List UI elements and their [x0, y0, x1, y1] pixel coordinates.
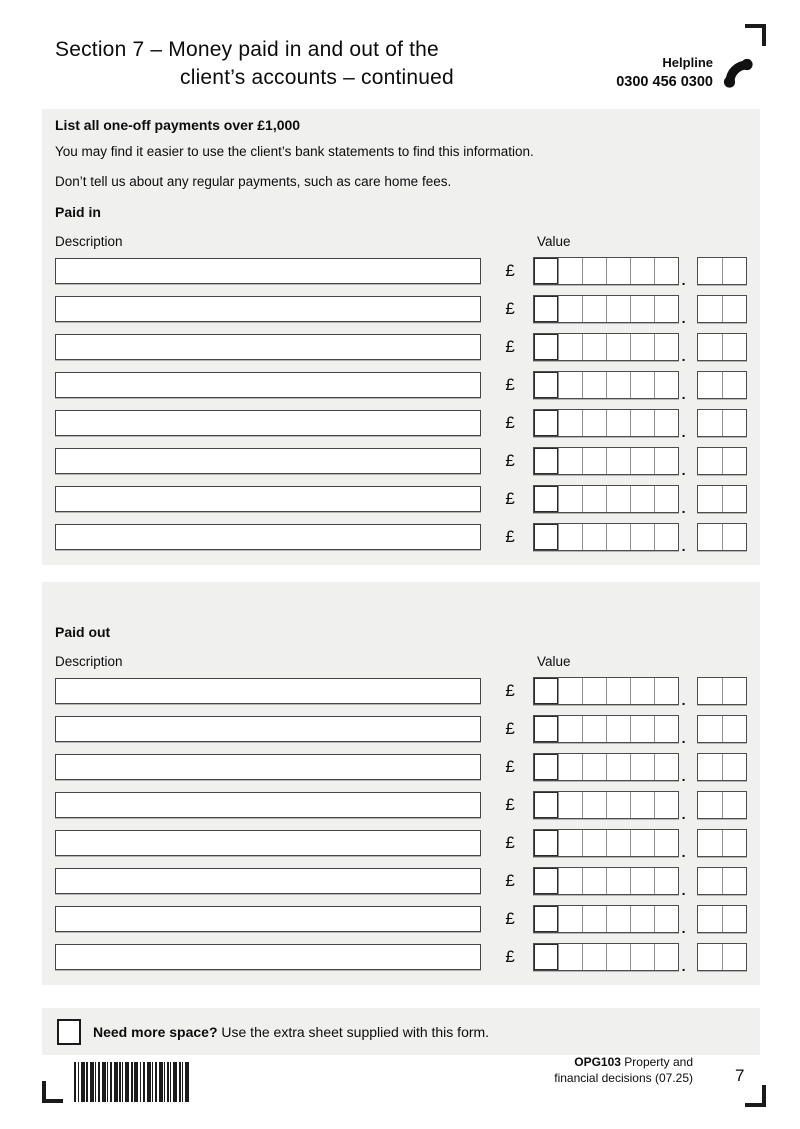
pence-digit-input[interactable] — [698, 678, 722, 704]
pence-digit-boxes — [697, 333, 747, 361]
pounds-digit-input[interactable] — [630, 258, 654, 284]
currency-symbol: £ — [505, 947, 515, 966]
form-title: Property and financial decisions — [554, 1055, 693, 1085]
pounds-digit-boxes — [533, 905, 679, 933]
payment-row — [55, 829, 747, 860]
decimal-point: . — [681, 424, 686, 440]
section-title-line2: client’s accounts – continued — [180, 66, 454, 89]
pounds-digit-boxes — [533, 295, 679, 323]
pounds-digit-input[interactable] — [630, 486, 654, 512]
decimal-point: . — [681, 768, 686, 784]
pence-digit-boxes — [697, 677, 747, 705]
value-label: Value — [537, 234, 571, 249]
panel-heading: List all one-off payments over £1,000 — [55, 117, 301, 133]
currency-symbol: £ — [505, 527, 515, 546]
pounds-digit-input[interactable] — [582, 906, 606, 932]
pounds-digit-input[interactable] — [558, 830, 582, 856]
pounds-digit-input[interactable] — [534, 372, 558, 398]
description-label: Description — [55, 654, 123, 669]
pounds-digit-input[interactable] — [558, 716, 582, 742]
need-more-space-checkbox[interactable] — [57, 1019, 81, 1045]
pounds-digit-input[interactable] — [534, 906, 558, 932]
payment-row — [55, 485, 747, 516]
paid-out-panel — [42, 582, 760, 985]
currency-symbol: £ — [505, 261, 515, 280]
description-input[interactable] — [55, 944, 481, 970]
need-more-space-text — [93, 1024, 489, 1040]
pounds-digit-input[interactable] — [630, 716, 654, 742]
pounds-digit-input[interactable] — [630, 830, 654, 856]
pence-digit-input[interactable] — [698, 868, 722, 894]
description-input[interactable] — [55, 830, 481, 856]
pounds-digit-input[interactable] — [534, 678, 558, 704]
value-label: Value — [537, 654, 571, 669]
pence-digit-input[interactable] — [722, 944, 746, 970]
pence-digit-boxes — [697, 715, 747, 743]
decimal-point: . — [681, 920, 686, 936]
pounds-digit-input[interactable] — [654, 486, 678, 512]
pounds-digit-input[interactable] — [534, 716, 558, 742]
pence-digit-input[interactable] — [698, 334, 722, 360]
pounds-digit-input[interactable] — [534, 410, 558, 436]
currency-symbol: £ — [505, 681, 515, 700]
pounds-digit-input[interactable] — [606, 868, 630, 894]
pounds-digit-input[interactable] — [654, 410, 678, 436]
pounds-digit-input[interactable] — [630, 372, 654, 398]
currency-symbol: £ — [505, 375, 515, 394]
pounds-digit-input[interactable] — [654, 258, 678, 284]
decimal-point: . — [681, 958, 686, 974]
payment-row — [55, 677, 747, 708]
pounds-digit-input[interactable] — [534, 258, 558, 284]
pounds-digit-input[interactable] — [606, 372, 630, 398]
pounds-digit-input[interactable] — [558, 792, 582, 818]
pounds-digit-boxes — [533, 485, 679, 513]
description-input[interactable] — [55, 258, 481, 284]
pence-digit-input[interactable] — [722, 334, 746, 360]
pounds-digit-input[interactable] — [534, 448, 558, 474]
paid-in-subheading: Paid in — [55, 204, 101, 220]
pounds-digit-input[interactable] — [534, 944, 558, 970]
description-input[interactable] — [55, 792, 481, 818]
pounds-digit-input[interactable] — [630, 334, 654, 360]
pence-digit-input[interactable] — [722, 906, 746, 932]
pounds-digit-input[interactable] — [630, 906, 654, 932]
hint-regular-payments: Don’t tell us about any regular payments, such as care home fees. — [55, 174, 452, 189]
need-more-space-question: Need more space? — [93, 1023, 218, 1040]
pounds-digit-boxes — [533, 409, 679, 437]
decimal-point: . — [681, 348, 686, 364]
currency-symbol: £ — [505, 757, 515, 776]
payment-row — [55, 295, 747, 326]
paid-out-subheading: Paid out — [55, 624, 111, 640]
pounds-digit-input[interactable] — [606, 486, 630, 512]
description-input[interactable] — [55, 296, 481, 322]
pence-digit-input[interactable] — [698, 486, 722, 512]
column-labels — [55, 653, 747, 670]
description-input[interactable] — [55, 868, 481, 894]
pounds-digit-input[interactable] — [534, 524, 558, 550]
pounds-digit-input[interactable] — [558, 258, 582, 284]
payment-row — [55, 867, 747, 898]
pounds-digit-input[interactable] — [558, 410, 582, 436]
pounds-digit-boxes — [533, 715, 679, 743]
pounds-digit-input[interactable] — [606, 754, 630, 780]
pence-digit-boxes — [697, 905, 747, 933]
pounds-digit-input[interactable] — [582, 296, 606, 322]
pounds-digit-input[interactable] — [534, 830, 558, 856]
pounds-digit-input[interactable] — [582, 524, 606, 550]
pounds-digit-input[interactable] — [630, 448, 654, 474]
pounds-digit-boxes — [533, 523, 679, 551]
pounds-digit-input[interactable] — [606, 296, 630, 322]
pounds-digit-input[interactable] — [582, 868, 606, 894]
pounds-digit-input[interactable] — [582, 830, 606, 856]
column-labels — [55, 233, 747, 250]
pence-digit-boxes — [697, 523, 747, 551]
pounds-digit-input[interactable] — [630, 792, 654, 818]
currency-symbol: £ — [505, 795, 515, 814]
pounds-digit-boxes — [533, 677, 679, 705]
pence-digit-input[interactable] — [698, 792, 722, 818]
helpline-number: 0300 456 0300 — [616, 74, 713, 90]
pounds-digit-input[interactable] — [582, 716, 606, 742]
pence-digit-boxes — [697, 829, 747, 857]
decimal-point: . — [681, 538, 686, 554]
pence-digit-input[interactable] — [698, 716, 722, 742]
pounds-digit-input[interactable] — [582, 334, 606, 360]
decimal-point: . — [681, 386, 686, 402]
decimal-point: . — [681, 806, 686, 822]
pounds-digit-input[interactable] — [558, 868, 582, 894]
pounds-digit-input[interactable] — [630, 868, 654, 894]
pounds-digit-input[interactable] — [606, 410, 630, 436]
pence-digit-input[interactable] — [698, 906, 722, 932]
pounds-digit-input[interactable] — [654, 334, 678, 360]
pounds-digit-input[interactable] — [582, 486, 606, 512]
payment-row — [55, 523, 747, 554]
crop-mark-bottom-left — [42, 1081, 63, 1103]
paid-out-rows — [55, 677, 747, 974]
payment-row — [55, 715, 747, 746]
pence-digit-input[interactable] — [698, 830, 722, 856]
currency-symbol: £ — [505, 489, 515, 508]
pence-digit-boxes — [697, 409, 747, 437]
pounds-digit-boxes — [533, 867, 679, 895]
pounds-digit-boxes — [533, 371, 679, 399]
pounds-digit-boxes — [533, 333, 679, 361]
pounds-digit-input[interactable] — [606, 524, 630, 550]
decimal-point: . — [681, 500, 686, 516]
pounds-digit-input[interactable] — [558, 486, 582, 512]
payment-row — [55, 753, 747, 784]
pounds-digit-input[interactable] — [606, 258, 630, 284]
pounds-digit-input[interactable] — [630, 678, 654, 704]
form-version: (07.25) — [654, 1070, 693, 1085]
pounds-digit-input[interactable] — [582, 944, 606, 970]
pounds-digit-input[interactable] — [654, 868, 678, 894]
pence-digit-input[interactable] — [722, 868, 746, 894]
description-input[interactable] — [55, 678, 481, 704]
payment-row — [55, 447, 747, 478]
currency-symbol: £ — [505, 871, 515, 890]
decimal-point: . — [681, 310, 686, 326]
pounds-digit-input[interactable] — [630, 524, 654, 550]
pounds-digit-input[interactable] — [582, 410, 606, 436]
description-input[interactable] — [55, 334, 481, 360]
pounds-digit-input[interactable] — [606, 448, 630, 474]
pounds-digit-input[interactable] — [630, 754, 654, 780]
pounds-digit-input[interactable] — [606, 792, 630, 818]
pence-digit-input[interactable] — [722, 410, 746, 436]
pounds-digit-input[interactable] — [558, 754, 582, 780]
pounds-digit-input[interactable] — [558, 296, 582, 322]
need-more-space-instruction: Use the extra sheet supplied with this form. — [221, 1023, 490, 1040]
pounds-digit-input[interactable] — [630, 410, 654, 436]
barcode — [74, 1062, 192, 1107]
hint-bank-statements: You may find it easier to use the client’s bank statements to find this information. — [55, 144, 534, 159]
pounds-digit-boxes — [533, 791, 679, 819]
pence-digit-input[interactable] — [698, 410, 722, 436]
pence-digit-input[interactable] — [722, 830, 746, 856]
payment-row — [55, 409, 747, 440]
pounds-digit-input[interactable] — [558, 906, 582, 932]
payment-row — [55, 333, 747, 364]
pence-digit-input[interactable] — [698, 258, 722, 284]
pounds-digit-input[interactable] — [558, 334, 582, 360]
decimal-point: . — [681, 272, 686, 288]
pounds-digit-input[interactable] — [606, 906, 630, 932]
currency-symbol: £ — [505, 299, 515, 318]
pounds-digit-input[interactable] — [654, 830, 678, 856]
currency-symbol: £ — [505, 909, 515, 928]
pounds-digit-input[interactable] — [630, 944, 654, 970]
decimal-point: . — [681, 730, 686, 746]
pence-digit-input[interactable] — [722, 258, 746, 284]
pence-digit-input[interactable] — [698, 524, 722, 550]
pounds-digit-boxes — [533, 829, 679, 857]
description-input[interactable] — [55, 716, 481, 742]
payment-row — [55, 371, 747, 402]
currency-symbol: £ — [505, 833, 515, 852]
pence-digit-input[interactable] — [698, 296, 722, 322]
description-input[interactable] — [55, 754, 481, 780]
pounds-digit-input[interactable] — [582, 448, 606, 474]
pounds-digit-input[interactable] — [654, 792, 678, 818]
form-code: OPG103 — [574, 1055, 621, 1069]
pence-digit-input[interactable] — [698, 372, 722, 398]
pounds-digit-input[interactable] — [654, 448, 678, 474]
pence-digit-input[interactable] — [698, 754, 722, 780]
pence-digit-input[interactable] — [722, 678, 746, 704]
payment-row — [55, 257, 747, 288]
section-title-line1: Section 7 – Money paid in and out of the — [55, 38, 439, 61]
description-input[interactable] — [55, 372, 481, 398]
paid-in-rows — [55, 257, 747, 554]
pounds-digit-input[interactable] — [582, 678, 606, 704]
payment-row — [55, 791, 747, 822]
pounds-digit-input[interactable] — [654, 678, 678, 704]
pence-digit-boxes — [697, 257, 747, 285]
pounds-digit-boxes — [533, 447, 679, 475]
decimal-point: . — [681, 882, 686, 898]
pounds-digit-input[interactable] — [582, 372, 606, 398]
pounds-digit-input[interactable] — [534, 486, 558, 512]
page-number: 7 — [735, 1066, 745, 1085]
payment-row — [55, 905, 747, 936]
pence-digit-input[interactable] — [722, 296, 746, 322]
currency-symbol: £ — [505, 337, 515, 356]
pence-digit-input[interactable] — [722, 524, 746, 550]
pounds-digit-input[interactable] — [654, 524, 678, 550]
pounds-digit-input[interactable] — [606, 944, 630, 970]
pounds-digit-input[interactable] — [534, 792, 558, 818]
pence-digit-boxes — [697, 791, 747, 819]
currency-symbol: £ — [505, 719, 515, 738]
pounds-digit-input[interactable] — [654, 906, 678, 932]
need-more-space-band — [42, 1008, 760, 1055]
pence-digit-boxes — [697, 447, 747, 475]
phone-icon — [722, 57, 754, 89]
pounds-digit-input[interactable] — [558, 372, 582, 398]
pounds-digit-input[interactable] — [558, 678, 582, 704]
decimal-point: . — [681, 692, 686, 708]
description-input[interactable] — [55, 486, 481, 512]
pounds-digit-input[interactable] — [606, 678, 630, 704]
pounds-digit-input[interactable] — [654, 944, 678, 970]
pounds-digit-input[interactable] — [534, 868, 558, 894]
pounds-digit-input[interactable] — [654, 372, 678, 398]
pounds-digit-boxes — [533, 257, 679, 285]
currency-symbol: £ — [505, 451, 515, 470]
crop-mark-bottom-right — [745, 1085, 766, 1107]
page-header — [0, 0, 800, 92]
helpline-block — [616, 54, 754, 92]
pence-digit-input[interactable] — [722, 486, 746, 512]
currency-symbol: £ — [505, 413, 515, 432]
pounds-digit-input[interactable] — [582, 754, 606, 780]
pence-digit-boxes — [697, 867, 747, 895]
pence-digit-boxes — [697, 371, 747, 399]
decimal-point: . — [681, 844, 686, 860]
pence-digit-boxes — [697, 295, 747, 323]
pounds-digit-boxes — [533, 753, 679, 781]
pence-digit-input[interactable] — [698, 944, 722, 970]
pounds-digit-input[interactable] — [654, 296, 678, 322]
pounds-digit-input[interactable] — [606, 830, 630, 856]
pounds-digit-input[interactable] — [558, 448, 582, 474]
description-input[interactable] — [55, 906, 481, 932]
pence-digit-boxes — [697, 485, 747, 513]
pounds-digit-input[interactable] — [606, 334, 630, 360]
pence-digit-boxes — [697, 943, 747, 971]
decimal-point: . — [681, 462, 686, 478]
pence-digit-input[interactable] — [722, 754, 746, 780]
pounds-digit-boxes — [533, 943, 679, 971]
form-identifier — [533, 1055, 693, 1086]
pence-digit-input[interactable] — [722, 372, 746, 398]
pounds-digit-input[interactable] — [654, 716, 678, 742]
pounds-digit-input[interactable] — [630, 296, 654, 322]
pounds-digit-input[interactable] — [558, 944, 582, 970]
description-input[interactable] — [55, 448, 481, 474]
pounds-digit-input[interactable] — [534, 334, 558, 360]
pence-digit-input[interactable] — [722, 716, 746, 742]
pence-digit-input[interactable] — [722, 448, 746, 474]
pounds-digit-input[interactable] — [606, 716, 630, 742]
pounds-digit-input[interactable] — [582, 258, 606, 284]
paid-in-panel — [42, 109, 760, 565]
payment-row — [55, 943, 747, 974]
description-input[interactable] — [55, 410, 481, 436]
pounds-digit-input[interactable] — [534, 754, 558, 780]
pounds-digit-input[interactable] — [534, 296, 558, 322]
pence-digit-input[interactable] — [698, 448, 722, 474]
description-label: Description — [55, 234, 123, 249]
description-input[interactable] — [55, 524, 481, 550]
pounds-digit-input[interactable] — [558, 524, 582, 550]
helpline-label: Helpline — [662, 55, 713, 70]
pence-digit-input[interactable] — [722, 792, 746, 818]
pounds-digit-input[interactable] — [582, 792, 606, 818]
pence-digit-boxes — [697, 753, 747, 781]
pounds-digit-input[interactable] — [654, 754, 678, 780]
